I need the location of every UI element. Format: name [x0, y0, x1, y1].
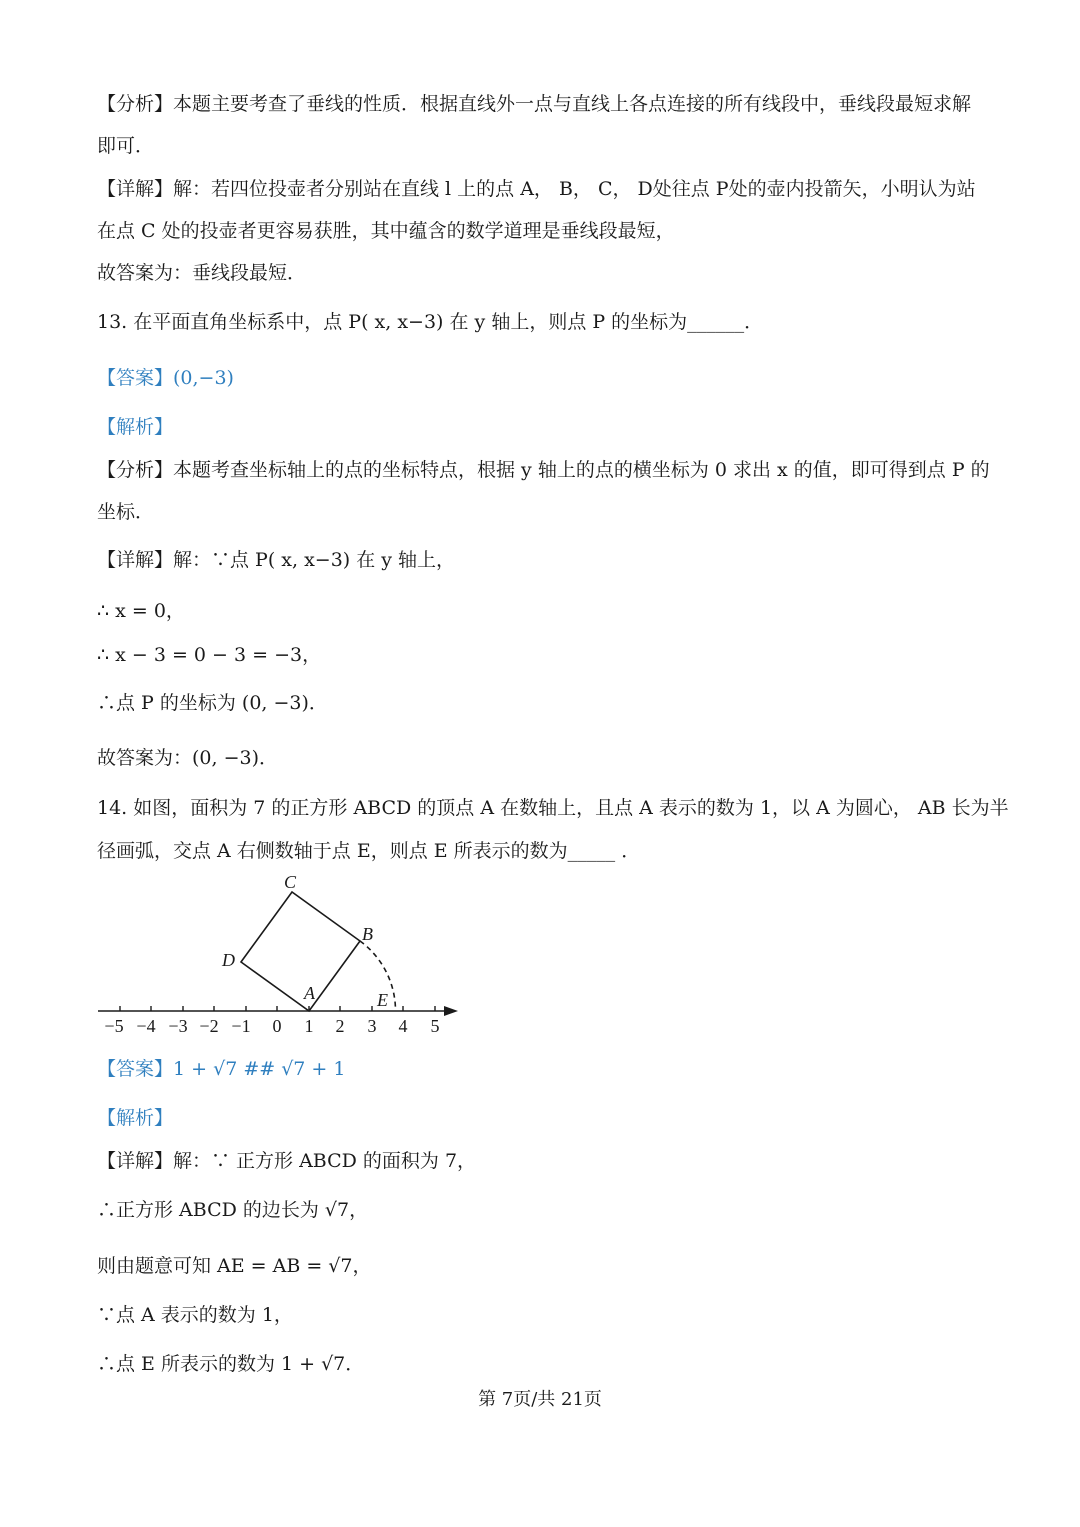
- tick-label: −2: [199, 1016, 219, 1036]
- tick-label: −4: [136, 1016, 156, 1036]
- tick-label: −3: [168, 1016, 188, 1036]
- answer-13: 【答案】(0,−3): [97, 367, 234, 389]
- question-14-line-2: 径画弧，交点 A 右侧数轴于点 E，则点 E 所表示的数为_____ ．: [97, 840, 641, 862]
- analysis-line-2: 即可．: [97, 135, 155, 157]
- vertex-label-e: E: [377, 990, 388, 1010]
- tick-label: −5: [104, 1016, 124, 1036]
- detail-line-2: 在点 C 处的投壶者更容易获胜，其中蕴含的数学道理是垂线段最短，: [97, 220, 675, 242]
- tick-label: 4: [398, 1016, 408, 1036]
- detail-13-line-4: ∴点 P 的坐标为 (0, −3)．: [97, 692, 328, 714]
- question-13: 13. 在平面直角坐标系中，点 P( x, x−3) 在 y 轴上，则点 P 的坐标为______．: [97, 311, 764, 333]
- vertex-label-c: C: [284, 872, 297, 892]
- detail-13-line-2: ∴ x = 0，: [97, 600, 185, 622]
- vertex-label-b: B: [362, 924, 373, 944]
- tick-label: 0: [272, 1016, 282, 1036]
- vertex-label-a: A: [304, 983, 315, 1003]
- analysis-13-line-2: 坐标．: [97, 501, 155, 523]
- detail-13-line-3: ∴ x − 3 = 0 − 3 = −3，: [97, 644, 322, 666]
- detail-14-line-2: ∴正方形 ABCD 的边长为 √7，: [97, 1199, 369, 1221]
- explanation-heading-13: 【解析】: [97, 416, 174, 438]
- tick-label: 1: [304, 1016, 314, 1036]
- question-14-line-1: 14. 如图，面积为 7 的正方形 ABCD 的顶点 A 在数轴上，且点 A 表示的数为 1，以 A 为圆心， AB 长为半: [97, 797, 1009, 819]
- detail-14-line-4: ∵点 A 表示的数为 1，: [97, 1304, 293, 1326]
- answer-14: 【答案】1 + √7 ## √7 + 1: [97, 1058, 346, 1080]
- detail-14-line-3: 则由题意可知 AE = AB = √7，: [97, 1255, 372, 1277]
- detail-13-line-1: 【详解】解：∵点 P( x, x−3) 在 y 轴上，: [97, 549, 456, 571]
- tick-label: −1: [231, 1016, 251, 1036]
- tick-label: 2: [335, 1016, 345, 1036]
- page-number: 第 7页/共 21页: [478, 1389, 602, 1410]
- detail-13-line-5: 故答案为：(0, −3)．: [97, 747, 279, 769]
- tick-label: 5: [430, 1016, 440, 1036]
- explanation-heading-14: 【解析】: [97, 1107, 174, 1129]
- square-abcd: [241, 892, 360, 1011]
- vertex-label-d: D: [222, 950, 235, 970]
- detail-line-1: 【详解】解：若四位投壶者分别站在直线 l 上的点 A， B， C， D处往点 P处的壶内投箭矢，小明认为站: [97, 178, 976, 200]
- square-number-line-figure: [92, 868, 472, 1043]
- analysis-line-1: 【分析】本题主要考查了垂线的性质．根据直线外一点与直线上各点连接的所有线段中，垂线段最短求解: [97, 93, 972, 115]
- detail-14-line-5: ∴点 E 所表示的数为 1 + √7．: [97, 1353, 365, 1375]
- number-line-arrow-icon: [444, 1006, 458, 1016]
- analysis-13-line-1: 【分析】本题考查坐标轴上的点的坐标特点，根据 y 轴上的点的横坐标为 0 求出 x 的值，即可得到点 P 的: [97, 459, 990, 481]
- detail-14-line-1: 【详解】解：∵ 正方形 ABCD 的面积为 7，: [97, 1150, 477, 1172]
- answer-line-12: 故答案为：垂线段最短．: [97, 262, 307, 284]
- tick-label: 3: [367, 1016, 377, 1036]
